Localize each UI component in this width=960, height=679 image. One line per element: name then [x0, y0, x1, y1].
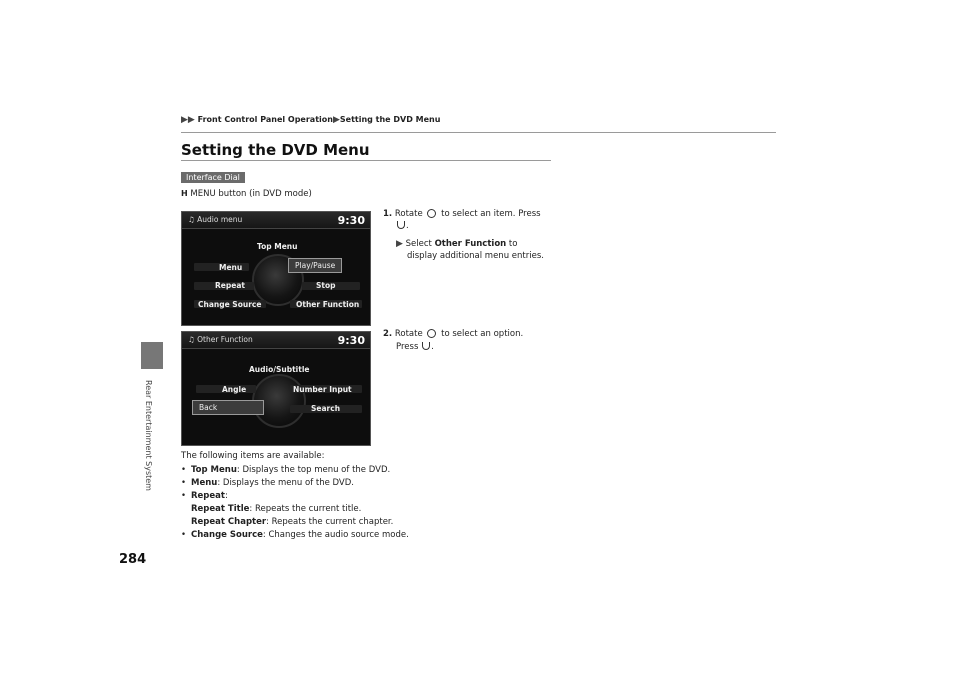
option-search[interactable]: Search: [311, 404, 341, 413]
bullet-icon: •: [181, 491, 187, 501]
rotate-dial-icon: [427, 329, 436, 338]
page-number: 284: [119, 552, 147, 567]
clock: 9:30: [337, 334, 365, 347]
items-intro: The following items are available:: [181, 451, 325, 461]
audio-menu-screen: [181, 211, 371, 326]
triangle-right-icon: ▶: [332, 115, 340, 125]
option-audio-subtitle[interactable]: Audio/Subtitle: [249, 365, 310, 374]
step-1-sub-a: Select: [405, 239, 432, 249]
list-sub-item: Repeat Chapter: Repeats the current chapter.: [191, 517, 394, 527]
clock: 9:30: [337, 214, 365, 227]
page-title: Setting the DVD Menu: [181, 141, 370, 159]
option-menu[interactable]: Menu: [219, 263, 243, 272]
option-back[interactable]: Back: [192, 400, 264, 415]
step-2-number: 2.: [383, 329, 393, 339]
step-1-sub: [396, 238, 517, 250]
press-dial-icon: [422, 342, 430, 350]
step-1-sub-b: to: [508, 239, 518, 249]
menu-button-line: [181, 189, 312, 199]
bullet-icon: •: [181, 465, 187, 475]
list-item: • Repeat:: [181, 491, 228, 501]
option-repeat[interactable]: Repeat: [215, 281, 245, 290]
option-stop[interactable]: Stop: [316, 281, 336, 290]
music-note-icon: ♫: [188, 215, 195, 224]
step-1-sub-line-2: display additional menu entries.: [407, 251, 544, 261]
step-1-number: 1.: [383, 209, 393, 219]
triangle-right-icon: ▶▶: [181, 115, 195, 125]
screen-title: ♫ Audio menu: [188, 215, 243, 224]
list-item: • Change Source: Changes the audio source mode.: [181, 530, 409, 540]
menu-button-text: MENU button (in DVD mode): [190, 189, 312, 199]
step-2-text-b: to select an option.: [441, 329, 524, 339]
option-play-pause[interactable]: Play/Pause: [288, 258, 342, 273]
bullet-icon: •: [181, 530, 187, 540]
title-rule: [181, 160, 551, 161]
triangle-right-icon: ▶: [396, 239, 403, 249]
list-item: • Menu: Displays the menu of the DVD.: [181, 478, 354, 488]
step-1: [383, 208, 541, 220]
step-2-text-d: .: [431, 342, 434, 352]
step-1-sub-bold: Other Function: [434, 239, 507, 249]
step-2-text-a: Rotate: [394, 329, 423, 339]
interface-dial-tag: Interface Dial: [181, 172, 245, 183]
step-2-text-c: Press: [396, 342, 419, 352]
section-side-label: Rear Entertainment System: [144, 380, 153, 491]
step-2-line-2: [396, 341, 434, 353]
bullet-icon: •: [181, 478, 187, 488]
breadcrumb-part-2[interactable]: Setting the DVD Menu: [339, 115, 441, 124]
list-item: • Top Menu: Displays the top menu of the DVD.: [181, 465, 391, 475]
option-number-input[interactable]: Number Input: [293, 385, 352, 394]
music-note-icon: ♫: [188, 335, 195, 344]
screen-header: [182, 332, 370, 349]
option-top-menu[interactable]: Top Menu: [257, 242, 298, 251]
step-1-text-a: Rotate: [394, 209, 423, 219]
step-1-text-c: .: [406, 221, 409, 231]
rotate-dial-icon: [427, 209, 436, 218]
option-angle[interactable]: Angle: [222, 385, 247, 394]
breadcrumb-part-1[interactable]: Front Control Panel Operation: [197, 115, 333, 124]
section-tab-marker: [141, 342, 163, 369]
option-change-source[interactable]: Change Source: [198, 300, 262, 309]
press-dial-icon: [397, 221, 405, 229]
breadcrumb: [181, 115, 440, 125]
screen-header: [182, 212, 370, 229]
screen-title: ♫ Other Function: [188, 335, 253, 344]
step-1-text-b: to select an item. Press: [441, 209, 541, 219]
step-2: [383, 328, 523, 340]
h-button-icon: H: [181, 189, 188, 198]
option-other-function[interactable]: Other Function: [296, 300, 360, 309]
step-1-line-2: [396, 220, 409, 232]
header-rule: [181, 132, 776, 133]
other-function-screen: [181, 331, 371, 446]
list-sub-item: Repeat Title: Repeats the current title.: [191, 504, 362, 514]
